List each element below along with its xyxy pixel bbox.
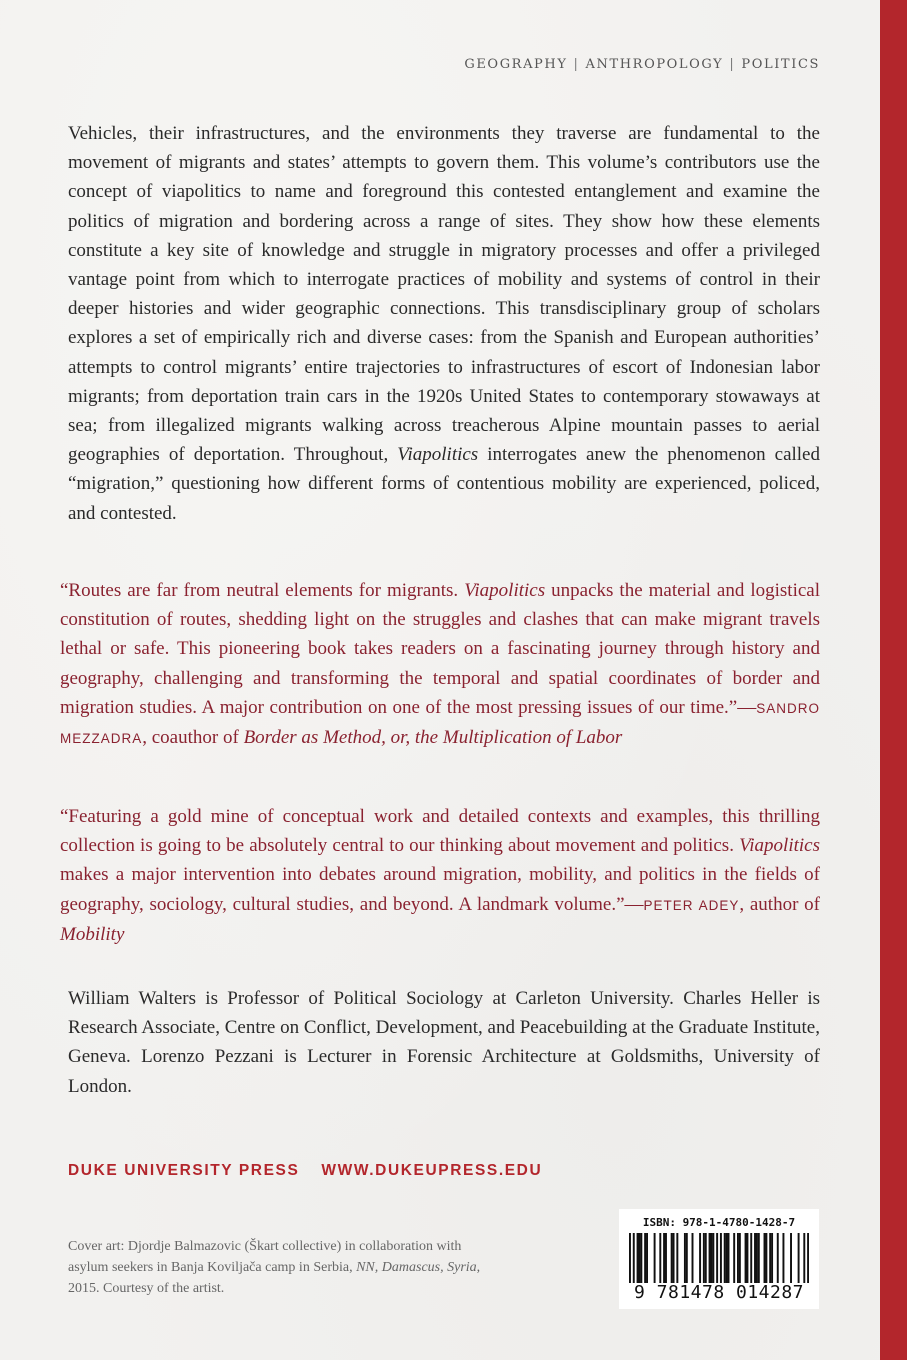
blurb-book-title: Viapolitics [739, 835, 820, 857]
editors-bio: William Walters is Professor of Political Sociology at Carleton University. Charles Heller is Research Associate, Centre on Conflict, Development, and Peacebuilding at the Graduate Institute, Geneva. Lorenzo Pezzani is Lecturer in Forensic Architecture at Goldsmiths, University of London. [68, 988, 820, 1097]
barcode-bars [629, 1233, 809, 1283]
barcode-bar [728, 1233, 730, 1283]
barcode-bar [765, 1233, 767, 1283]
barcode-bar [629, 1233, 631, 1283]
blurb-author: PETER ADEY [643, 897, 740, 913]
barcode-bar [633, 1233, 635, 1283]
credit-artwork-title: NN, Damascus, Syria [356, 1260, 477, 1275]
description-text: Vehicles, their infrastructures, and the environments they traverse are fundamental to the movement of migrants and states’ attempts to govern them. This volume’s contributors use the concept of viapolitics to name and foreground this contested entanglement and examine the politics of migration and bordering across a range of sites. They show how these elements constitute a key site of knowledge and struggle in migratory processes and offer a privileged vantage point from which to interrogate practices of mobility and systems of control in their deeper histories and wider geographic connections. This transdisciplinary group of scholars explores a set of empirically rich and diverse cases: from the Spanish and European authorities’ attempts to control migrants’ entire trajectories to infrastructures of escort of Indonesian labor migrants; from deportation train cars in the 1920s United States to contemporary stowaways at sea; from illegalized migrants walking across treacherous Alpine mountain passes to aerial geographies of deportation. Throughout, [68, 123, 820, 466]
barcode-bar [803, 1233, 805, 1283]
barcode-bar [665, 1233, 667, 1283]
isbn-label: ISBN: 978-1-4780-1428-7 [642, 1216, 796, 1229]
credit-text: Cover art: Djordje Balmazovic (Škart collective) in collaboration with asylum seekers in Banja Koviljača camp in Serbia, [68, 1239, 462, 1275]
barcode-bar [764, 1233, 766, 1283]
blurb-text: unpacks the material and logistical constitution of routes, shedding light on the struggles and clashes that can make migrant travels lethal or safe. This pioneering book takes readers on a fascinating journey through history and geography, challenging and transforming the temporal and spatial coordinates of border and migration studies. A major contribution on one of the most pressing issues of our time.”— [60, 580, 820, 718]
barcode-bar [771, 1233, 773, 1283]
blurb-author: SANDRO MEZZADRA [60, 700, 820, 747]
barcode-bar [663, 1233, 665, 1283]
barcode-bar [746, 1233, 748, 1283]
subject-separator: | [573, 57, 580, 72]
subject-categories [440, 57, 820, 72]
blurb-text: makes a major intervention into debates around migration, mobility, and politics in the fields of geography, sociology, cultural studies, and beyond. A landmark volume.”— [60, 864, 820, 915]
blurb-text: “Featuring a gold mine of conceptual work and detailed contexts and examples, this thrilling collection is going to be absolutely central to our thinking about movement and politics. [60, 806, 820, 857]
blurb-author-role: , coauthor of [142, 727, 244, 749]
blurb-author-work: Mobility [60, 923, 125, 945]
barcode-bar [709, 1233, 711, 1283]
subject-separator: | [729, 57, 736, 72]
blurb-mezzadra [60, 576, 820, 753]
barcode-bar [798, 1233, 800, 1283]
barcode-bar [676, 1233, 678, 1283]
blurb-adey [60, 802, 820, 949]
barcode-bar [671, 1233, 673, 1283]
barcode-bar [777, 1233, 779, 1283]
barcode-bar [807, 1233, 809, 1283]
publisher-url[interactable]: WWW.DUKEUPRESS.EDU [321, 1162, 543, 1179]
barcode-bar [692, 1233, 694, 1283]
blurb-author-role: , author of [739, 893, 821, 915]
barcode-bar [739, 1233, 741, 1283]
barcode-bar [745, 1233, 747, 1283]
barcode-bar [654, 1233, 656, 1283]
barcode-bar [720, 1233, 722, 1283]
barcode-bar [733, 1233, 735, 1283]
barcode-bar [705, 1233, 707, 1283]
barcode-bar [699, 1233, 701, 1283]
barcode-bar [710, 1233, 712, 1283]
barcode-bar [637, 1233, 639, 1283]
ean-number: 9 781478 014287 [633, 1282, 805, 1303]
barcode-bar [758, 1233, 760, 1283]
publisher-line [68, 1162, 542, 1180]
barcode-bar [644, 1233, 646, 1283]
subject-politics: POLITICS [741, 57, 820, 72]
description-book-title: Viapolitics [397, 444, 479, 466]
spine-stripe [880, 0, 907, 1360]
blurb-author-work: Border as Method, or, the Multiplication of Labor [243, 727, 623, 749]
blurb-book-title: Viapolitics [464, 580, 546, 601]
barcode-bar [782, 1233, 784, 1283]
credit-text-end: , 2015. Courtesy of the artist. [68, 1260, 481, 1296]
barcode-bar [750, 1233, 752, 1283]
barcode-bar [638, 1233, 640, 1283]
cover-credit [68, 1236, 488, 1299]
book-description [68, 119, 820, 528]
barcode-bar [754, 1233, 756, 1283]
barcode-bar [640, 1233, 642, 1283]
barcode-bar [724, 1233, 726, 1283]
barcode-bar [703, 1233, 705, 1283]
barcode-bar [756, 1233, 758, 1283]
isbn-barcode [619, 1209, 819, 1309]
publisher-name: DUKE UNIVERSITY PRESS [68, 1162, 300, 1179]
barcode-bar [659, 1233, 661, 1283]
barcode-bar [737, 1233, 739, 1283]
barcode-bar [684, 1233, 686, 1283]
barcode-bar [716, 1233, 718, 1283]
barcode-bar [769, 1233, 771, 1283]
barcode-bar [673, 1233, 675, 1283]
subject-anthropology: ANTHROPOLOGY [585, 57, 724, 72]
subject-geography: GEOGRAPHY [464, 57, 568, 72]
barcode-bar [686, 1233, 688, 1283]
barcode-bar [726, 1233, 728, 1283]
barcode-bar [646, 1233, 648, 1283]
blurb-text: “Routes are far from neutral elements for migrants. [60, 580, 465, 601]
barcode-bar [712, 1233, 714, 1283]
barcode-bar [790, 1233, 792, 1283]
description-text-end: interrogates anew the phenomenon called “migration,” questioning how different forms of contentious mobility are experienced, policed, and contested. [68, 444, 820, 524]
